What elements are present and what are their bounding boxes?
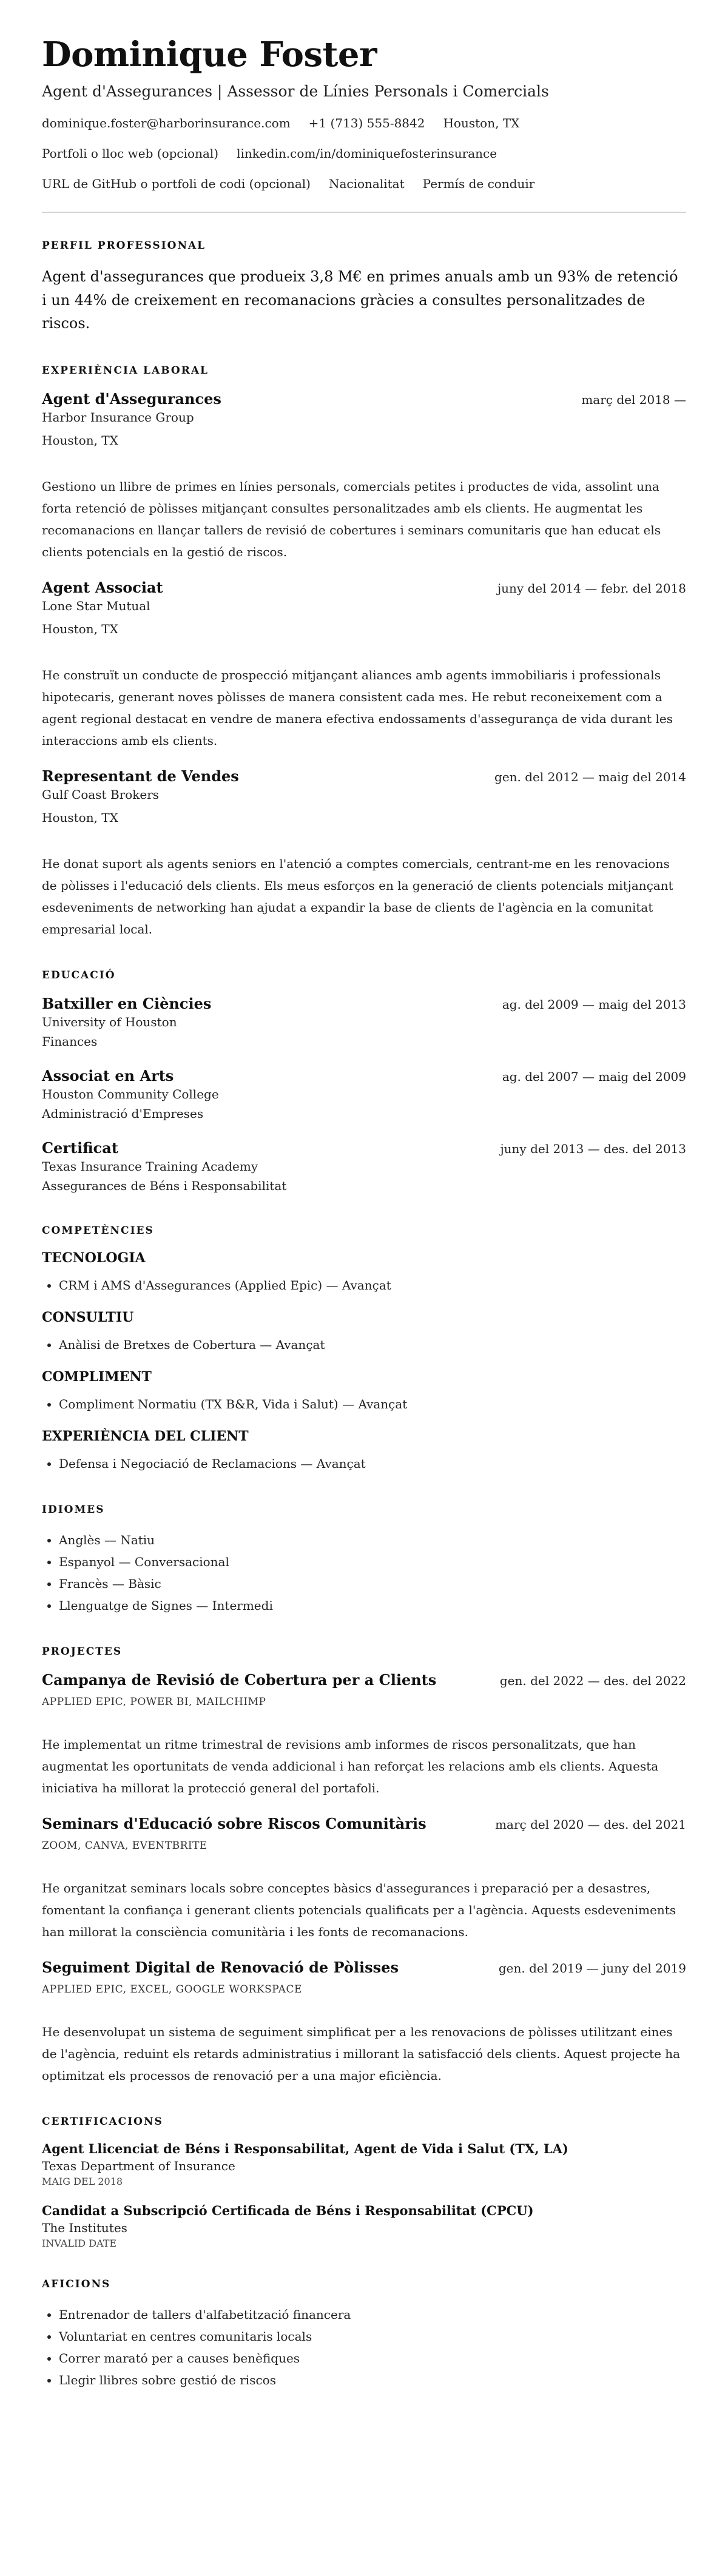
project-item xyxy=(42,1671,686,1799)
certification-name: Agent Llicenciat de Béns i Responsabilitat, Agent de Vida i Salut (TX, LA) xyxy=(42,2141,568,2156)
school-name: University of Houston xyxy=(42,1014,177,1029)
experience-item xyxy=(42,767,686,940)
item-header xyxy=(42,1139,686,1157)
company-name: Lone Star Mutual xyxy=(42,598,150,613)
item-header xyxy=(42,995,686,1012)
skill-list xyxy=(42,1393,686,1415)
project-name: Seminars d'Educació sobre Riscos Comunitàris xyxy=(42,1814,426,1832)
hobby-item: • Voluntariat en centres comunitaris locals xyxy=(59,2325,686,2347)
skill-item: • Anàlisi de Bretxes de Cobertura — Avançat xyxy=(59,1334,686,1356)
project-name: Campanya de Revisió de Cobertura per a Clients xyxy=(42,1670,437,1689)
hobby-item: • Llegir llibres sobre gestió de riscos xyxy=(59,2369,686,2391)
skill-list xyxy=(42,1453,686,1475)
project-description: He implementat un ritme trimestral de revisions amb informes de riscos personalitzats, que han augmentat les oportunitats de venda addicional i han reforçat les relacions amb els clients. Aquesta iniciativa ha millorat la protecció general del portafoli. xyxy=(42,1737,659,1795)
contact-item: URL de GitHub o portfoli de codi (opcional) xyxy=(42,177,311,192)
project-item xyxy=(42,1815,686,1943)
field-of-study: Finances xyxy=(42,1034,98,1049)
summary-section xyxy=(42,240,686,335)
skill-category: EXPERIÈNCIA DEL CLIENT xyxy=(42,1428,249,1444)
education-item xyxy=(42,1139,686,1196)
item-header xyxy=(42,1815,686,1832)
skill-category: COMPLIMENT xyxy=(42,1368,152,1385)
certification-issuer: Texas Department of Insurance xyxy=(42,2158,235,2173)
job-description: He donat suport als agents seniors en l'atenció a comptes comercials, centrant-me en les renovacions de pòlisses i l'educació dels clients. Els meus esforços en la generació de clients potencials mitjançant esdeveniments de networking han ajudat a expandir la base de clients de l'agència en la comunitat empresarial local. xyxy=(42,856,673,937)
language-item: • Anglès — Natiu xyxy=(59,1529,686,1551)
skill-category: TECNOLOGIA xyxy=(42,1249,146,1266)
section-title: COMPETÈNCIES xyxy=(42,1224,154,1237)
section-title: CERTIFICACIONS xyxy=(42,2115,163,2128)
project-dates: gen. del 2022 — des. del 2022 xyxy=(499,1673,686,1688)
language-item: • Francès — Bàsic xyxy=(59,1573,686,1595)
project-dates: gen. del 2019 — juny del 2019 xyxy=(498,1960,686,1976)
company-name: Harbor Insurance Group xyxy=(42,409,194,425)
project-item xyxy=(42,1959,686,2087)
projects-section xyxy=(42,1646,686,2087)
job-description: He construït un conducte de prospecció mitjançant aliances amb agents immobiliaris i professionals hipotecaris, generant noves pòlisses de manera consistent cada mes. He rebut reconeixement com a agent regional destacat en vendre de manera efectiva endossaments d'assegurança de vida durant les interaccions amb els clients. xyxy=(42,667,673,748)
languages-list xyxy=(42,1529,686,1616)
languages-section xyxy=(42,1504,686,1616)
skill-category: CONSULTIU xyxy=(42,1309,134,1325)
job-location: Houston, TX xyxy=(42,432,118,448)
item-header xyxy=(42,579,686,596)
hobbies-list xyxy=(42,2304,686,2391)
skills-section xyxy=(42,1225,686,1475)
contact-item[interactable]: linkedin.com/in/dominiquefosterinsurance xyxy=(237,146,497,161)
hobby-item: • Entrenador de tallers d'alfabetització financera xyxy=(59,2304,686,2325)
job-location: Houston, TX xyxy=(42,810,118,825)
company-name: Gulf Coast Brokers xyxy=(42,787,160,802)
education-dates: juny del 2013 — des. del 2013 xyxy=(500,1141,686,1156)
item-header xyxy=(42,1067,686,1085)
skill-item: • Defensa i Negociació de Reclamacions — Avançat xyxy=(59,1453,686,1475)
contact-item: Houston, TX xyxy=(443,116,520,131)
skill-item: • Compliment Normatiu (TX B&R, Vida i Salut) — Avançat xyxy=(59,1393,686,1415)
project-dates: març del 2020 — des. del 2021 xyxy=(495,1817,686,1832)
project-name: Seguiment Digital de Renovació de Pòlisses xyxy=(42,1958,399,1976)
section-title: AFICIONS xyxy=(42,2278,111,2290)
certification-item xyxy=(42,2203,686,2249)
hobby-item: • Correr marató per a causes benèfiques xyxy=(59,2347,686,2369)
summary-text: Agent d'assegurances que produeix 3,8 M€ en primes anuals amb un 93% de retenció i un 44% de creixement en recomanacions gràcies a consultes personalitzades de riscos. xyxy=(42,268,678,332)
skill-list xyxy=(42,1274,686,1296)
education-dates: ag. del 2009 — maig del 2013 xyxy=(502,997,686,1012)
certification-date: INVALID DATE xyxy=(42,2237,117,2249)
education-section xyxy=(42,969,686,1196)
experience-item xyxy=(42,390,686,563)
hobbies-section xyxy=(42,2278,686,2391)
header-divider xyxy=(42,212,686,213)
degree-title: Associat en Arts xyxy=(42,1066,174,1085)
skill-list xyxy=(42,1334,686,1356)
contact-row xyxy=(42,146,686,161)
section-title: EDUCACIÓ xyxy=(42,969,116,981)
contact-item[interactable]: dominique.foster@harborinsurance.com xyxy=(42,116,291,131)
certification-date: MAIG DEL 2018 xyxy=(42,2175,123,2187)
degree-title: Batxiller en Ciències xyxy=(42,994,212,1012)
education-item xyxy=(42,1067,686,1123)
section-title: PERFIL PROFESSIONAL xyxy=(42,240,206,252)
language-item: • Llenguatge de Signes — Intermedi xyxy=(59,1595,686,1616)
school-name: Texas Insurance Training Academy xyxy=(42,1159,258,1174)
section-title: IDIOMES xyxy=(42,1503,105,1516)
certification-item xyxy=(42,2141,686,2187)
section-title: EXPERIÈNCIA LABORAL xyxy=(42,364,209,377)
contact-row xyxy=(42,116,686,130)
degree-title: Certificat xyxy=(42,1138,118,1157)
candidate-headline: Agent d'Assegurances | Assessor de Línies Personals i Comercials xyxy=(42,82,549,101)
job-title: Representant de Vendes xyxy=(42,767,239,785)
job-location: Houston, TX xyxy=(42,621,118,636)
language-item: • Espanyol — Conversacional xyxy=(59,1551,686,1573)
certification-issuer: The Institutes xyxy=(42,2220,127,2235)
item-header xyxy=(42,1959,686,1976)
section-title: PROJECTES xyxy=(42,1645,123,1658)
contact-info xyxy=(42,116,686,191)
contact-item: Nacionalitat xyxy=(328,177,405,192)
experience-item xyxy=(42,579,686,752)
certifications-section xyxy=(42,2116,686,2249)
skill-item: • CRM i AMS d'Assegurances (Applied Epic) — Avançat xyxy=(59,1274,686,1296)
project-technologies: APPLIED EPIC, POWER BI, MAILCHIMP xyxy=(42,1695,266,1708)
education-dates: ag. del 2007 — maig del 2009 xyxy=(502,1069,686,1084)
job-dates: març del 2018 — xyxy=(581,392,686,407)
education-item xyxy=(42,995,686,1051)
field-of-study: Assegurances de Béns i Responsabilitat xyxy=(42,1178,287,1193)
job-title: Agent d'Assegurances xyxy=(42,389,221,408)
contact-item: Permís de conduir xyxy=(422,177,535,192)
project-technologies: ZOOM, CANVA, EVENTBRITE xyxy=(42,1839,207,1852)
contact-row xyxy=(42,177,686,191)
job-dates: juny del 2014 — febr. del 2018 xyxy=(497,580,686,596)
project-description: He organitzat seminars locals sobre conceptes bàsics d'assegurances i preparació per a desastres, fomentant la confiança i generant clients potencials qualificats per a l'agència. Aquests esdeveniments han millorat la consciència comunitària i les fonts de recomanacions. xyxy=(42,1880,676,1939)
project-description: He desenvolupat un sistema de seguiment simplificat per a les renovacions de pòlisses utilitzant eines de l'agència, reduint els retards administratius i millorant la satisfacció dels clients. Aquest projecte ha optimitzat els processos de renovació per a una major eficiència. xyxy=(42,2024,681,2083)
job-dates: gen. del 2012 — maig del 2014 xyxy=(494,769,686,784)
item-header xyxy=(42,767,686,785)
resume-header xyxy=(42,35,686,191)
school-name: Houston Community College xyxy=(42,1086,219,1101)
item-header xyxy=(42,1671,686,1689)
project-technologies: APPLIED EPIC, EXCEL, GOOGLE WORKSPACE xyxy=(42,1983,302,1996)
item-header xyxy=(42,390,686,408)
contact-item: +1 (713) 555-8842 xyxy=(308,116,425,131)
contact-item: Portfoli o lloc web (opcional) xyxy=(42,146,219,161)
field-of-study: Administració d'Empreses xyxy=(42,1106,204,1121)
job-title: Agent Associat xyxy=(42,578,163,596)
experience-section xyxy=(42,365,686,940)
certification-name: Candidat a Subscripció Certificada de Béns i Responsabilitat (CPCU) xyxy=(42,2202,534,2218)
candidate-name: Dominique Foster xyxy=(42,35,377,75)
job-description: Gestiono un llibre de primes en línies personals, comercials petites i productes de vida, assolint una forta retenció de pòlisses mitjançant consultes personalitzades amb els clients. He augmentat les recomanacions en llançar tallers de revisió de cobertures i seminars comunitaris que han educat els clients potencials en la gestió de riscos. xyxy=(42,479,661,559)
